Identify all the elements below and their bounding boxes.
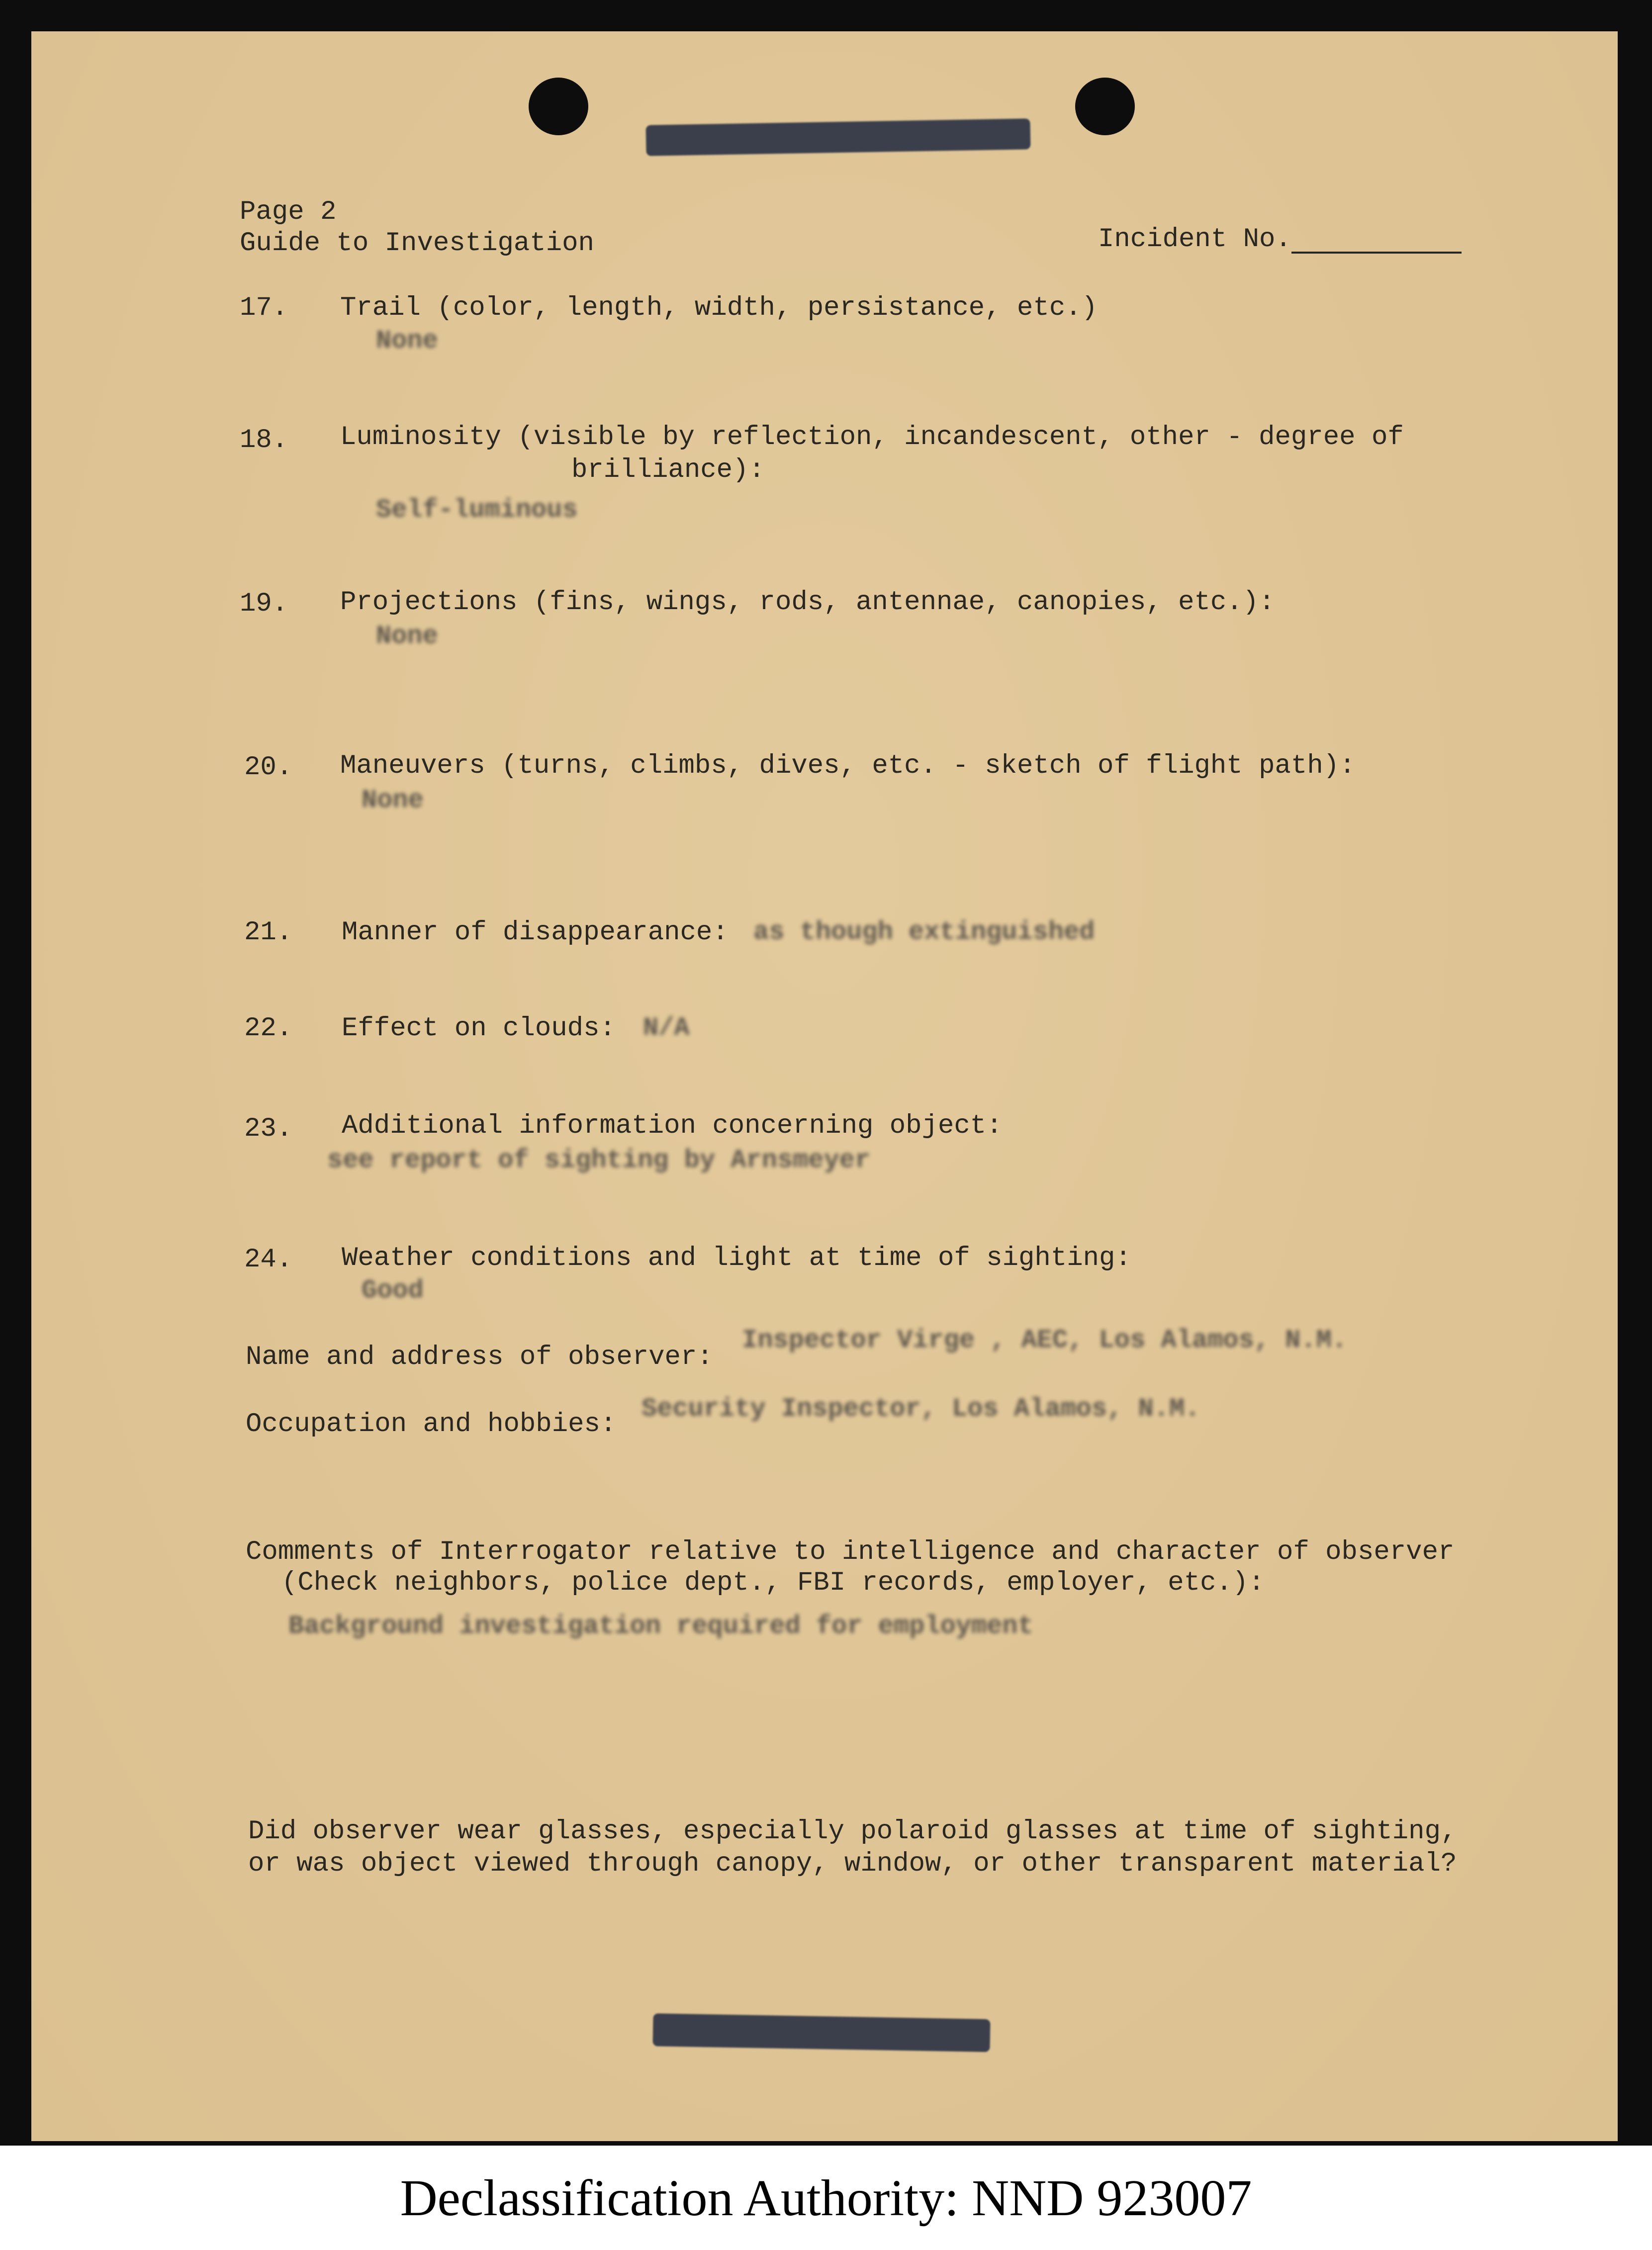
page-number: Page 2 [240,197,337,227]
item-number: 24. [244,1245,293,1275]
item-number: 18. [240,425,288,455]
item-question: Trail (color, length, width, persistance, etc.) [340,293,1098,323]
item-answer: None [362,786,424,815]
item-question: Manner of disappearance: [342,917,729,948]
item-answer: Self-luminous [376,495,578,525]
glasses-question-line1: Did observer wear glasses, especially polaroid glasses at time of sighting, [248,1816,1457,1847]
item-number: 23. [244,1114,293,1144]
occupation-label: Occupation and hobbies: [246,1409,617,1440]
item-number: 22. [244,1013,293,1044]
item-answer: Good [362,1276,424,1305]
item-question: Additional information concerning object: [342,1111,1003,1141]
item-answer: None [376,326,438,356]
item-answer: N/A [643,1013,690,1043]
observer-name-value: Inspector Virge , AEC, Los Alamos, N.M. [742,1326,1347,1355]
incident-number-line [1291,252,1462,254]
comments-value: Background investigation required for employment [288,1612,1033,1641]
item-answer: None [376,622,438,651]
punch-hole-left [529,78,588,135]
comments-label-cont: (Check neighbors, police dept., FBI records, employer, etc.): [281,1568,1265,1598]
item-number: 21. [244,917,293,948]
declassification-footer: Declassification Authority: NND 923007 [400,2169,1252,2227]
comments-label: Comments of Interrogator relative to intelligence and character of observer [246,1537,1455,1567]
item-question: Maneuvers (turns, climbs, dives, etc. - sketch of flight path): [340,751,1356,781]
item-question: Weather conditions and light at time of sighting: [342,1243,1131,1273]
item-question: Projections (fins, wings, rods, antennae, canopies, etc.): [340,587,1275,618]
item-number: 20. [244,752,293,783]
item-question-cont: brilliance): [571,455,765,485]
punch-hole-right [1075,78,1135,135]
glasses-question-line2: or was object viewed through canopy, window, or other transparent material? [248,1849,1457,1879]
occupation-value: Security Inspector, Los Alamos, N.M. [642,1394,1200,1424]
item-question: Luminosity (visible by reflection, incandescent, other - degree of [340,422,1404,452]
item-number: 19. [240,589,288,619]
observer-name-label: Name and address of observer: [246,1342,713,1372]
incident-label: Incident No. [1098,224,1291,255]
form-title: Guide to Investigation [240,228,594,259]
item-number: 17. [240,293,288,323]
redaction-bar-bottom [652,2013,990,2052]
item-answer: as though extinguished [753,917,1095,947]
item-answer: see report of sighting by Arnsmeyer [327,1146,871,1175]
item-question: Effect on clouds: [342,1013,616,1044]
